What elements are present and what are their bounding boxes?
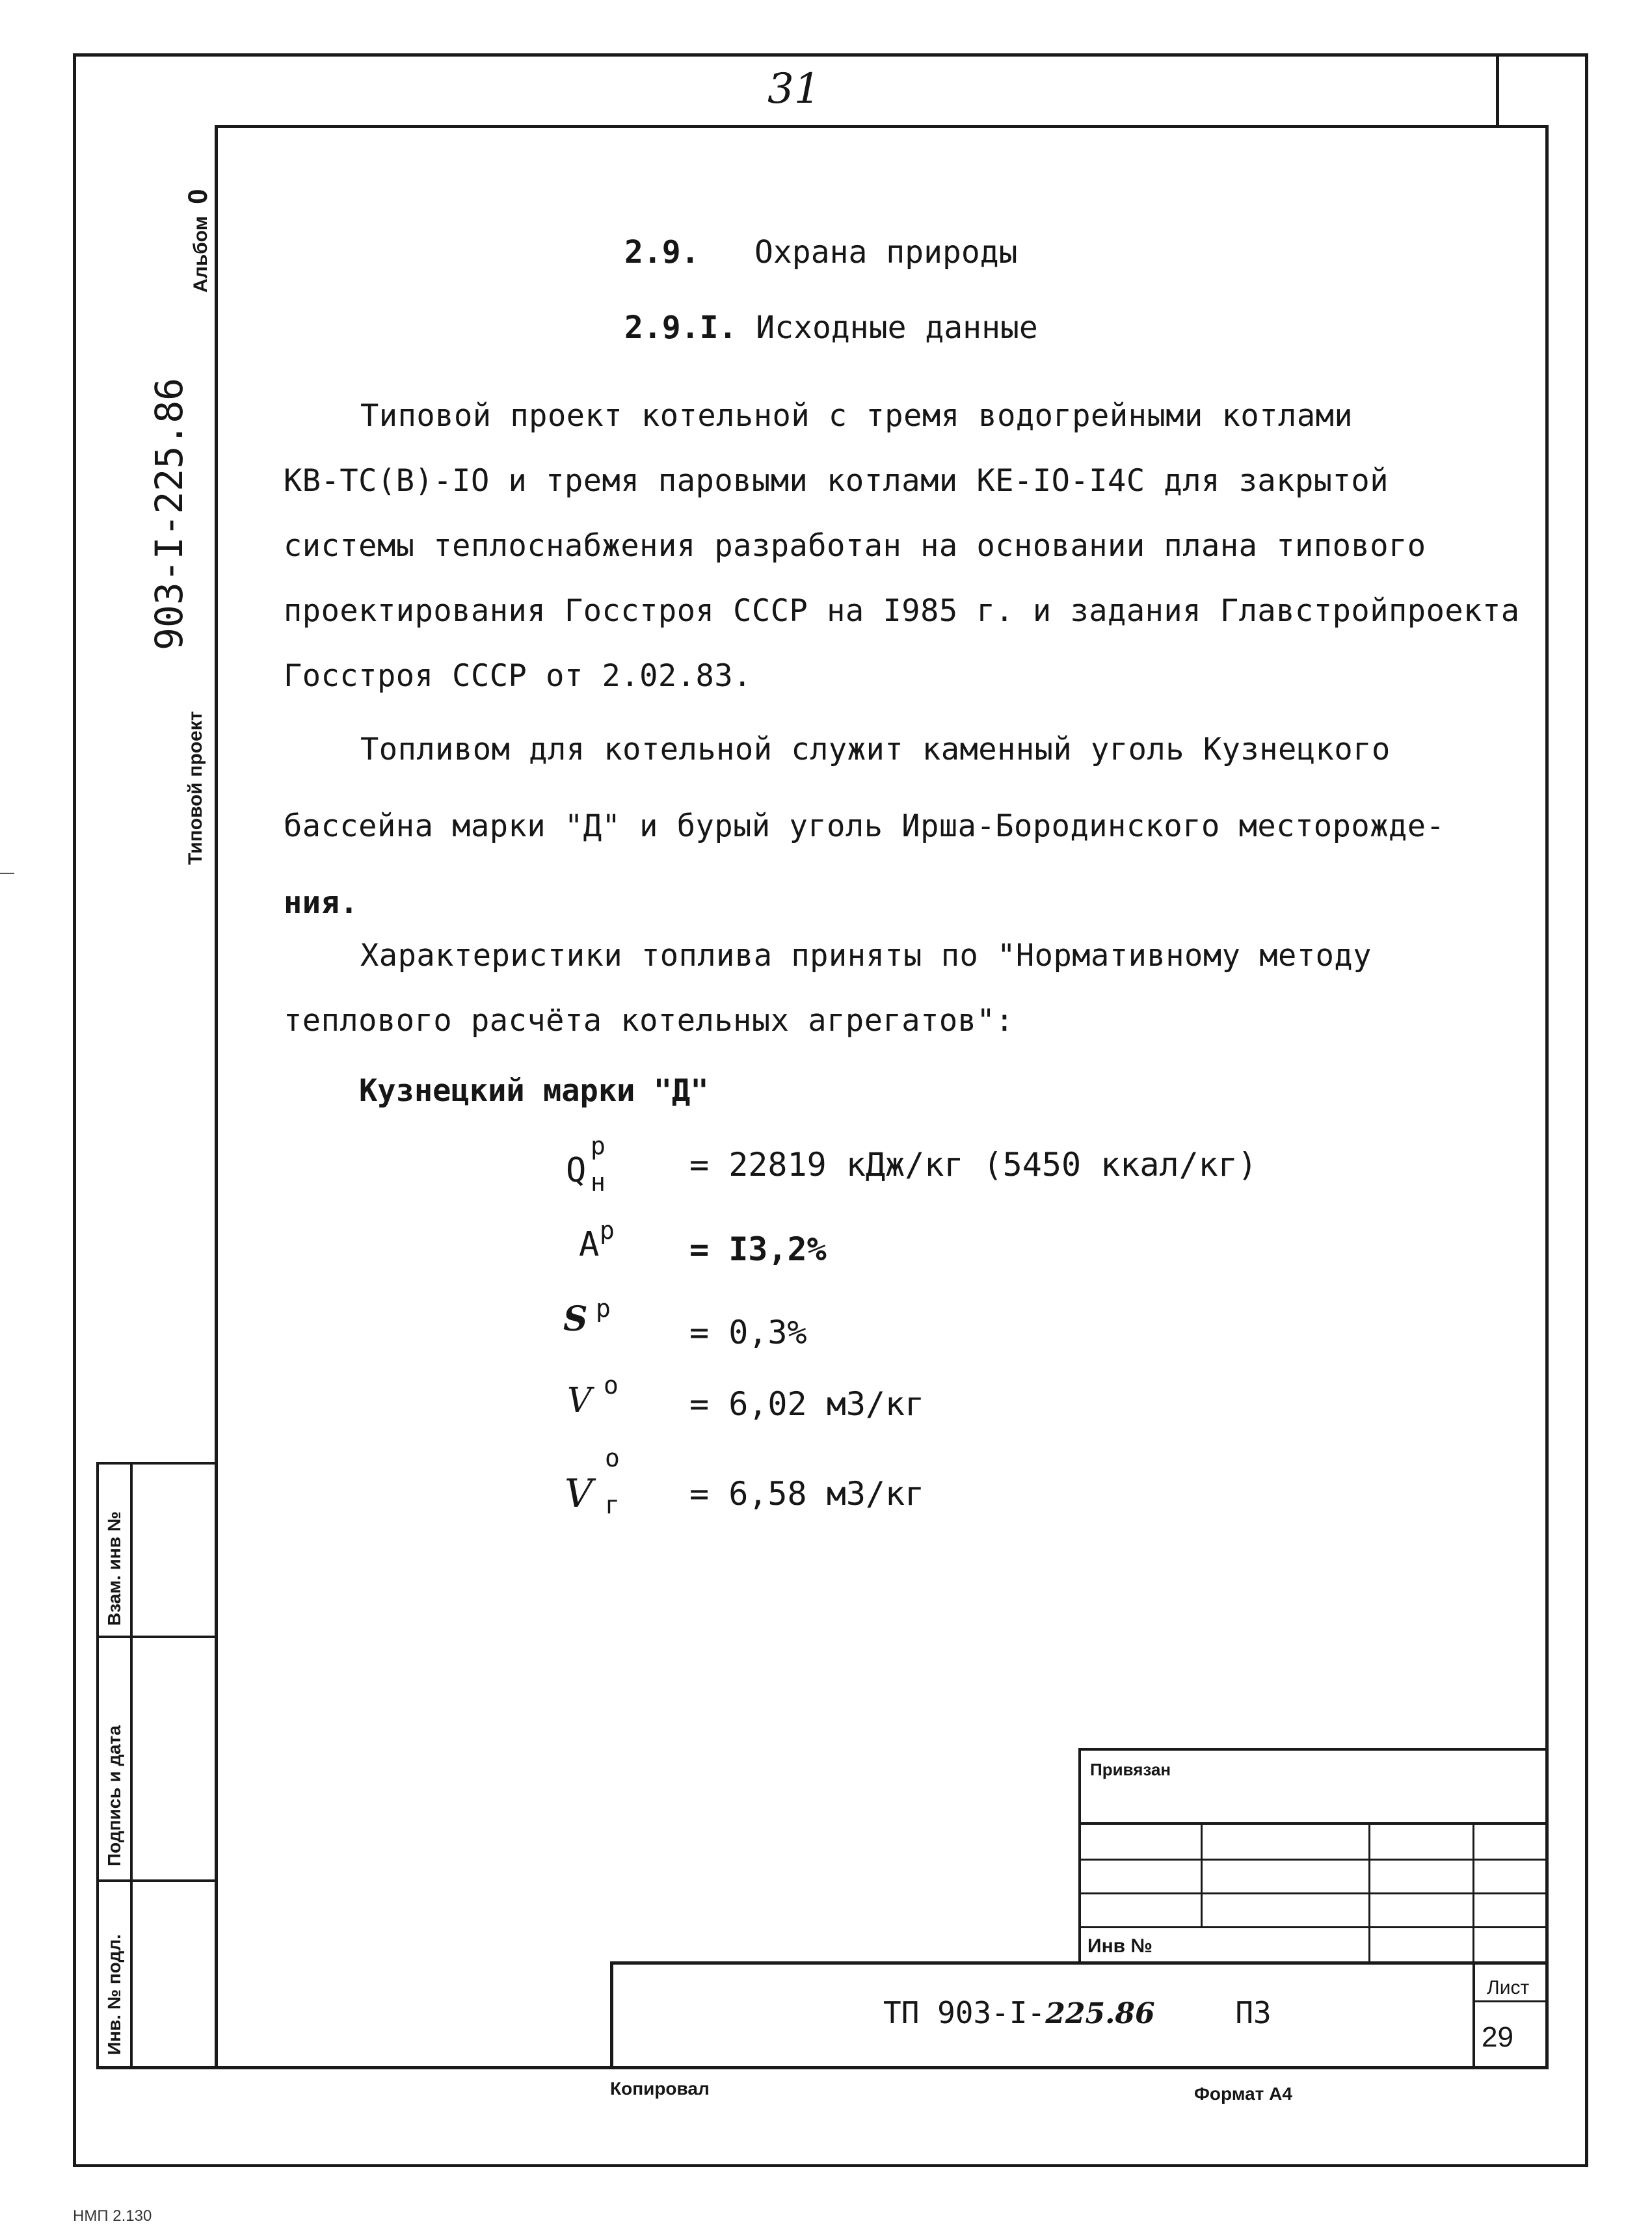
margin-strip-top [96, 1462, 217, 1465]
stamp-doc-hand: 225.86 [1045, 1997, 1155, 2030]
formula-heating-value [566, 1132, 1346, 1203]
inv-replace-label: Взам. инв № [104, 1511, 124, 1626]
paragraph-1-line-5: Госстроя СССР от 2.02.83. [284, 658, 752, 694]
stamp-inv-label: Инв № [1087, 1935, 1152, 1957]
formula-1-sub: н [591, 1168, 606, 1197]
paragraph-1-line-1: Типовой проект котельной с тремя водогрейными котлами [360, 398, 1353, 434]
stamp-upper-col2 [1368, 1822, 1370, 1964]
formula-2-sup: р [600, 1216, 615, 1245]
stamp-upper-col3 [1472, 1822, 1474, 1964]
paragraph-3 [284, 923, 1372, 1054]
album-word: Альбом [190, 216, 211, 293]
project-code: 903-I-225.86 [147, 377, 191, 650]
footer-bottom-code: НМП 2.130 [73, 2207, 152, 2225]
subheading [624, 310, 1038, 346]
stamp-upper-row4 [1078, 1926, 1548, 1928]
stamp-upper-top [1078, 1748, 1548, 1751]
stamp-upper-row2 [1078, 1859, 1548, 1861]
paragraph-2-line-2: бассейна марки "Д" и бурый уголь Ирша-Бородинского месторожде- [284, 808, 1445, 844]
outer-border-top [73, 53, 1588, 57]
stamp-upper-row3 [1078, 1892, 1548, 1894]
inner-frame-top [215, 125, 1548, 128]
heading-title: Охрана природы [754, 234, 1018, 271]
album-label [182, 189, 213, 293]
outer-border-right [1585, 53, 1588, 2167]
formula-3-sup: р [596, 1294, 611, 1323]
stamp-sheet-left [1472, 1961, 1475, 2068]
paragraph-2-line-1: Топливом для котельной служит каменный уголь Кузнецкого [360, 732, 1391, 767]
inner-frame-right [1545, 125, 1549, 2069]
formula-4-symbol: V [567, 1381, 592, 1420]
stamp-upper-left [1078, 1748, 1081, 1964]
formula-air-volume [567, 1371, 1022, 1423]
scan-mark [0, 873, 14, 874]
formula-4-sup: о [604, 1371, 619, 1399]
album-number: 0 [182, 189, 213, 204]
footer-copied: Копировал [610, 2078, 710, 2099]
stamp-sheet-number: 29 [1482, 2021, 1513, 2053]
top-right-box-left [1496, 53, 1499, 126]
formula-2-value: = I3,2% [689, 1230, 827, 1268]
formula-1-value: = 22819 кДж/кг (5450 ккал/кг) [689, 1146, 1257, 1184]
margin-strip-divider [130, 1462, 133, 2068]
stamp-sheet-divider [1472, 2000, 1548, 2002]
fuel-title: Кузнецкий марки "Д" [359, 1073, 709, 1109]
stamp-doc-suffix: ПЗ [1235, 1995, 1272, 2030]
formula-sulfur [563, 1294, 953, 1351]
paragraph-1 [284, 384, 1520, 709]
outer-border-left [73, 53, 76, 2167]
formula-3-symbol: S [563, 1299, 588, 1339]
stamp-sheet-label: Лист [1487, 1977, 1530, 1998]
stamp-main-left [610, 1961, 613, 2068]
formula-1-symbol: Q [566, 1151, 587, 1190]
margin-strip-left [96, 1462, 99, 2068]
formula-5-value: = 6,58 м3/кг [689, 1475, 925, 1513]
heading-number: 2.9. [624, 234, 700, 271]
sign-date-label: Подпись и дата [104, 1725, 124, 1866]
subheading-number: 2.9.I. [624, 310, 738, 346]
formula-1-sup: р [591, 1132, 606, 1160]
inv-original-label: Инв. № подл. [104, 1934, 124, 2055]
subheading-title: Исходные данные [756, 310, 1038, 346]
margin-strip-sep1 [96, 1636, 217, 1638]
paragraph-2-line-3: ния. [284, 885, 359, 921]
margin-strip-sep2 [96, 1879, 217, 1882]
paragraph-2 [284, 711, 1445, 942]
formula-5-symbol: V [565, 1471, 593, 1517]
paragraph-3-line-2: теплового расчёта котельных агрегатов": [284, 1003, 1015, 1039]
stamp-document-code [883, 1995, 1272, 2030]
stamp-upper-col1 [1201, 1822, 1203, 1928]
formula-3-value: = 0,3% [689, 1314, 807, 1351]
stamp-linked-label: Привязан [1090, 1760, 1171, 1779]
formula-ash [579, 1216, 969, 1268]
stamp-upper-row1 [1078, 1822, 1548, 1825]
page-number-handwritten: 31 [767, 65, 821, 113]
paragraph-3-line-1: Характеристики топлива приняты по "Нормативному методу [360, 938, 1372, 974]
formula-gas-volume [565, 1444, 1020, 1522]
stamp-main-top [610, 1961, 1548, 1965]
paragraph-1-line-3: системы теплоснабжения разработан на основании плана типового [284, 528, 1426, 564]
paragraph-1-line-4: проектирования Госстроя СССР на I985 г. и задания Главстройпроекта [284, 593, 1520, 629]
formula-5-sub: г [605, 1491, 620, 1519]
paragraph-1-line-2: КВ-ТС(В)-IO и тремя паровыми котлами КЕ-IO-I4C для закрытой [284, 463, 1389, 499]
formula-2-symbol: A [579, 1225, 600, 1264]
inner-frame-left [215, 125, 218, 2069]
project-label: Типовой проект [185, 711, 206, 865]
footer-format: Формат А4 [1194, 2084, 1292, 2104]
stamp-doc-prefix: ТП 903-I- [883, 1995, 1046, 2030]
inner-frame-bottom [96, 2066, 1548, 2069]
formula-4-value: = 6,02 м3/кг [689, 1385, 925, 1423]
outer-border-bottom [73, 2164, 1588, 2167]
formula-5-sup: о [605, 1444, 620, 1472]
